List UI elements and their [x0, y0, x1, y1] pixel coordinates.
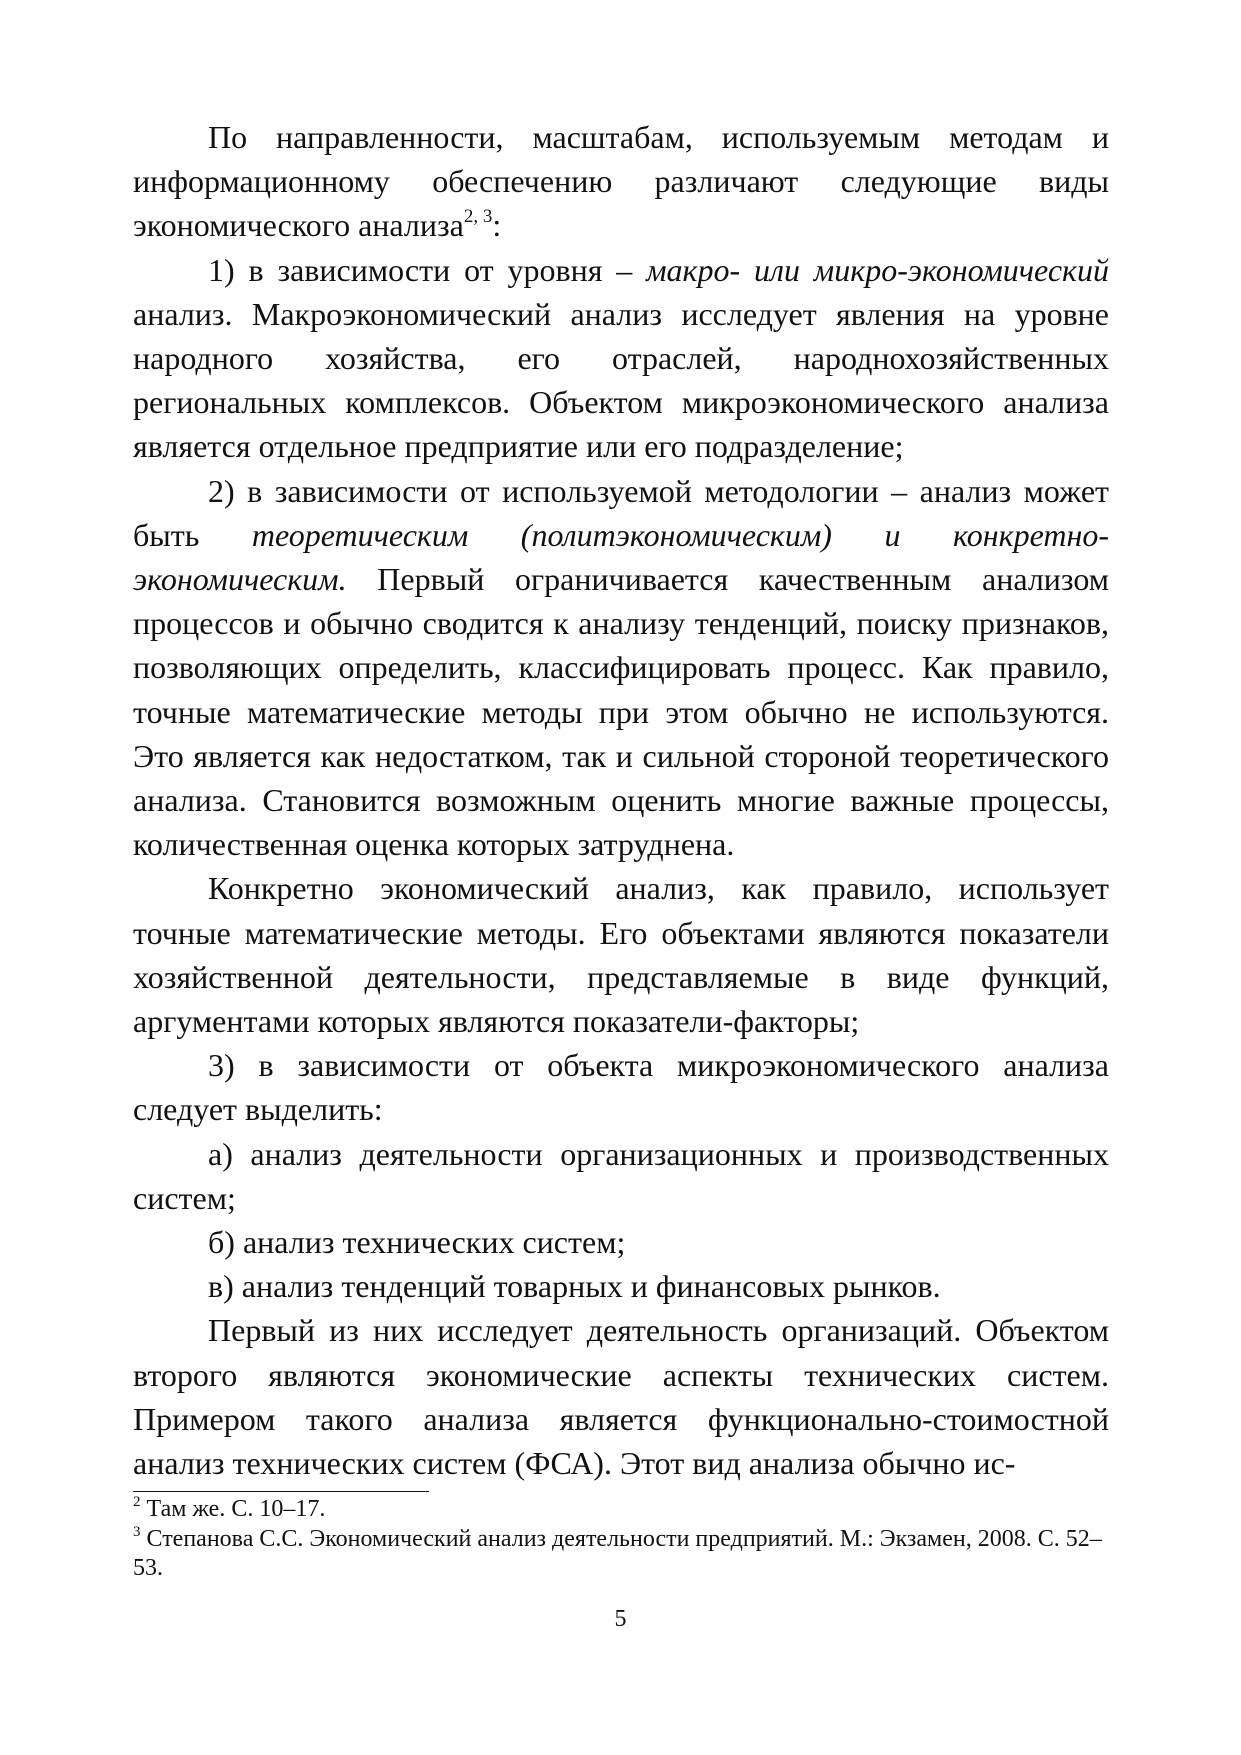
italic-term: макро- или микро-экономический — [646, 251, 1109, 288]
paragraph-object: 3) в зависимости от объекта микроэкономического анализа следует выделить: — [133, 1047, 1109, 1128]
page-body — [133, 115, 1109, 1485]
page-number: 5 — [614, 1606, 627, 1632]
italic-term: теоретическим (политэкономическим) и конкретно-экономическим. — [133, 516, 1110, 598]
paragraph-methodology: 2) в зависимости от используемой методологии – анализ может быть теоретическим (политэкономическим) и конкретно-экономическим. Первый ограничивается качественным анализом процессов и обычно сводится к анализу тенденций, поиску признаков, позволяющих определить, классифицировать процесс. Как правило, точные математические методы при этом обычно не используются. Это является как недостатком, так и сильной стороной теоретического анализа. Становится возможным оценить многие важные процессы, количественная оценка которых затруднена. — [133, 472, 1110, 863]
footnote-divider — [133, 1491, 429, 1492]
paragraph-level: 1) в зависимости от уровня – макро- или микро-экономический анализ. Макроэкономический анализ исследует явления на уровне народного хозяйства, его отраслей, народнохозяйственных региональных комплексов. Объектом микроэкономического анализа является отдельное предприятие или его подразделение; — [133, 251, 1109, 465]
footnote-ref[interactable]: 2, 3 — [463, 206, 493, 228]
paragraph-first: Первый из них исследует деятельность организаций. Объектом второго являются экономические аспекты технических систем. Примером такого анализа является функционально-стоимостной анализ технических систем (ФСА). Этот вид анализа обычно ис- — [133, 1312, 1109, 1482]
list-item-a: а) анализ деятельности организационных и производственных систем; — [133, 1135, 1109, 1216]
list-item-b: б) анализ технических систем; — [208, 1224, 626, 1261]
footnote-2: $^2$ Там же. С. 10–17. — [133, 1494, 326, 1522]
footnote-number: 2 — [133, 1494, 141, 1510]
footnote-number: 3 — [133, 1523, 141, 1540]
list-item-c: в) анализ тенденций товарных и финансовых рынков. — [208, 1268, 941, 1305]
paragraph-intro: По направленности, масштабам, используемым методам и информационному обеспечению различают следующие виды экономического анализа$^{2, 3}$: — [133, 119, 1109, 244]
paragraph-concrete: Конкретно экономический анализ, как правило, использует точные математические методы. Его объектами являются показатели хозяйственной деятельности, представляемые в виде функций, аргументами которых являются показатели-факторы; — [133, 870, 1109, 1040]
footnote-3: $^3$ Степанова С.С. Экономический анализ деятельности предприятий. М.: Экзамен, 2008. С. 52–53. — [133, 1523, 1102, 1581]
footnotes — [133, 1495, 1109, 1584]
